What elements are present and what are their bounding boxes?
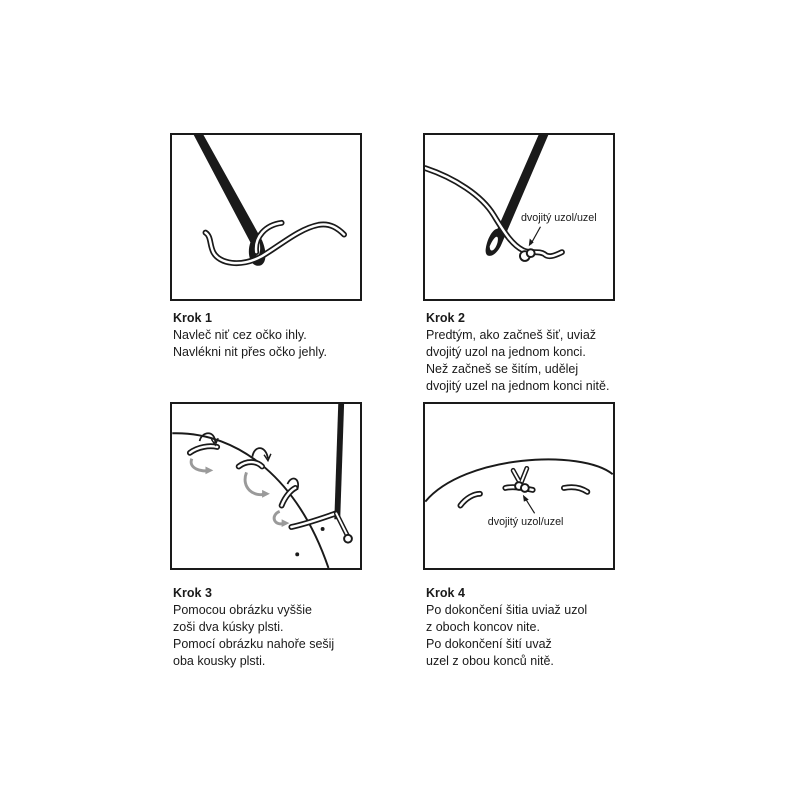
step-1-title: Krok 1 — [173, 311, 212, 325]
step-2-line-3: Než začneš se šitím, udělej — [426, 362, 579, 376]
step-4-annotation: dvojitý uzol/uzel — [487, 516, 564, 529]
step-2-title: Krok 2 — [426, 311, 465, 325]
step-3-line-3: Pomocí obrázku nahoře sešij — [173, 637, 335, 651]
step-2-annotation: dvojitý uzol/uzel — [520, 211, 597, 224]
double-knot-drawing — [425, 135, 613, 299]
step-1-text — [173, 310, 403, 361]
step-4-line-3: Po dokončení šití uvaž — [426, 637, 552, 651]
step-2-illustration — [423, 133, 615, 301]
final-knot-drawing — [425, 404, 613, 568]
step-2-line-2: dvojitý uzol na jednom konci. — [426, 345, 586, 359]
step-3-text — [173, 585, 403, 670]
step-2-line-1: Predtým, ako začneš šiť, uviaž — [426, 328, 597, 342]
step-4-title: Krok 4 — [426, 586, 465, 600]
step-3-line-1: Pomocou obrázku vyššie — [173, 603, 312, 617]
step-2-line-4: dvojitý uzel na jednom konci nitě. — [426, 379, 610, 393]
step-1-line-2: Navlékni nit přes očko jehly. — [173, 345, 328, 359]
stitching-felt-drawing — [172, 404, 360, 568]
step-2-text — [426, 310, 656, 395]
step-4-line-1: Po dokončení šitia uviaž uzol — [426, 603, 588, 617]
needle-threading-drawing — [172, 135, 360, 299]
step-1-line-1: Navleč niť cez očko ihly. — [173, 328, 307, 342]
step-3-line-4: oba kousky plsti. — [173, 654, 266, 668]
step-4-line-2: z oboch koncov nite. — [426, 620, 540, 634]
step-3-title: Krok 3 — [173, 586, 212, 600]
step-1-illustration — [170, 133, 362, 301]
step-4-text — [426, 585, 656, 670]
step-3-illustration — [170, 402, 362, 570]
step-4-illustration — [423, 402, 615, 570]
step-3-line-2: zoši dva kúsky plsti. — [173, 620, 284, 634]
step-4-line-4: uzel z obou konců nitě. — [426, 654, 554, 668]
